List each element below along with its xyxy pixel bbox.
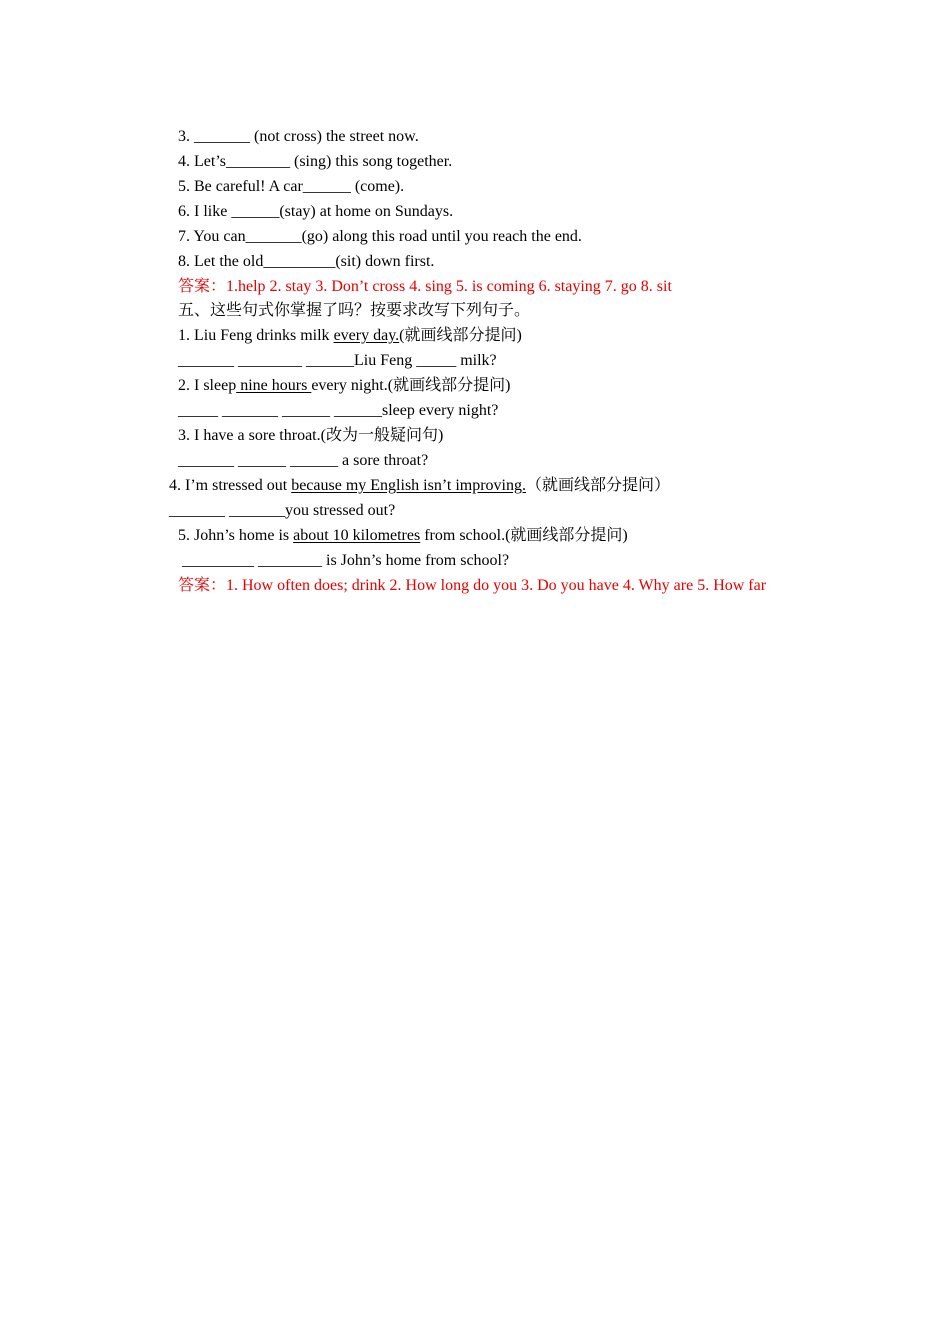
exercise-5-item-3: 3. I have a sore throat.(改为一般疑问句) (178, 427, 444, 444)
exercise-5-item-4-blank: _______ _______you stressed out? (169, 502, 396, 519)
item-2-underlined-part: nine hours (236, 377, 312, 394)
item-4-text: 4. I’m stressed out (169, 477, 292, 494)
item-2-text: 2. I sleep (178, 377, 237, 394)
exercise-4-answer-key: 答案：1.help 2. stay 3. Don’t cross 4. sing 5. is coming 6. staying 7. go 8. sit (178, 278, 672, 295)
item-4-underlined-part: because my English isn’t improving. (291, 477, 526, 494)
exercise-5-item-5-blank: _________ ________ is John’s home from school? (182, 552, 510, 569)
exercise-5-item-3-blank: _______ ______ ______ a sore throat? (178, 452, 429, 469)
exercise-5-item-2-blank: _____ _______ ______ ______sleep every night? (178, 402, 499, 419)
exercise-4-item-6: 6. I like ______(stay) at home on Sundays. (178, 203, 454, 220)
exercise-5-item-4 (169, 476, 670, 496)
item-1-underlined-part: every day. (333, 327, 400, 344)
item-5-underlined-part: about 10 kilometres (293, 527, 421, 544)
exercise-4-item-5: 5. Be careful! A car______ (come). (178, 178, 405, 195)
item-1-instruction: (就画线部分提问) (399, 327, 522, 344)
item-5-text: 5. John’s home is (178, 527, 294, 544)
exercise-4-item-3: 3. _______ (not cross) the street now. (178, 128, 419, 145)
item-5-instruction: from school.(就画线部分提问) (420, 527, 628, 544)
exercise-4-item-8: 8. Let the old_________(sit) down first. (178, 253, 435, 270)
item-2-instruction: every night.(就画线部分提问) (311, 377, 511, 394)
exercise-5-heading: 五、这些句式你掌握了吗？按要求改写下列句子。 (178, 302, 531, 319)
exercise-5-item-1-blank: _______ ________ ______Liu Feng _____ milk? (178, 352, 497, 369)
exercise-4-item-7: 7. You can_______(go) along this road until you reach the end. (178, 228, 582, 245)
exercise-5-answer-key: 答案：1. How often does; drink 2. How long do you 3. Do you have 4. Why are 5. How far (178, 577, 767, 594)
exercise-4-item-4: 4. Let’s________ (sing) this song together. (178, 153, 453, 170)
item-1-text: 1. Liu Feng drinks milk (178, 327, 334, 344)
exercise-5-item-1 (178, 326, 522, 346)
exercise-5-item-5 (178, 526, 628, 546)
exercise-5-item-2 (178, 376, 510, 396)
item-4-instruction: （就画线部分提问） (526, 477, 671, 494)
